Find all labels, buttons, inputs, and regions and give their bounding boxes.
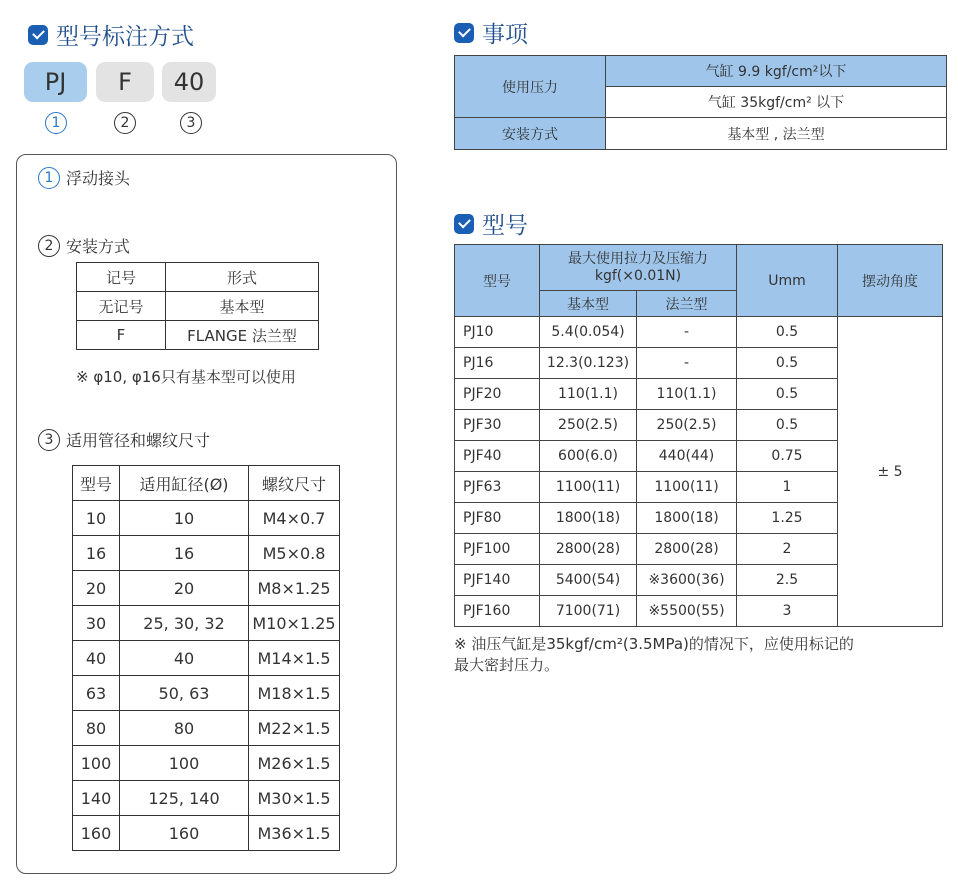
thread-cell: 160 [120, 816, 249, 851]
check-icon [28, 25, 48, 45]
pressure-value-2: 气缸 35kgf/cm² 以下 [606, 87, 947, 118]
thread-cell: 100 [73, 746, 120, 781]
model-cell: PJF20 [455, 379, 540, 410]
model-header-flange: 法兰型 [637, 291, 737, 317]
pressure-label: 使用压力 [455, 56, 606, 118]
thread-row [73, 816, 340, 851]
model-header-basic: 基本型 [540, 291, 637, 317]
thread-row [73, 781, 340, 816]
model-cell: 0.5 [737, 348, 838, 379]
thread-cell: 63 [73, 676, 120, 711]
thread-cell: 40 [73, 641, 120, 676]
thread-cell: M30×1.5 [249, 781, 340, 816]
code-num-1: 1 [45, 112, 67, 134]
model-cell: 2800(28) [637, 534, 737, 565]
thread-cell: 16 [73, 536, 120, 571]
thread-header-bore: 适用缸径(Ø) [120, 466, 249, 501]
thread-row [73, 746, 340, 781]
model-cell: 12.3(0.123) [540, 348, 637, 379]
model-cell: PJF80 [455, 503, 540, 534]
mount-value: 基本型 , 法兰型 [606, 118, 947, 150]
model-cell: 0.75 [737, 441, 838, 472]
model-cell: PJF140 [455, 565, 540, 596]
thread-row [73, 571, 340, 606]
code-box-pj: PJ [24, 62, 87, 102]
check-icon [454, 23, 474, 43]
thread-row [73, 711, 340, 746]
model-cell: - [637, 348, 737, 379]
thread-row [73, 641, 340, 676]
model-notation-title [28, 18, 194, 51]
model-header-umm: Umm [737, 245, 838, 317]
model-cell: 1800(18) [637, 503, 737, 534]
floating-joint-heading [38, 166, 130, 189]
pressure-value-1: 气缸 9.9 kgf/cm²以下 [606, 56, 947, 87]
model-cell: PJ16 [455, 348, 540, 379]
thread-cell: M5×0.8 [249, 536, 340, 571]
thread-heading [38, 428, 210, 451]
thread-row [73, 501, 340, 536]
thread-cell: 50, 63 [120, 676, 249, 711]
angle-value: ± 5 [838, 317, 943, 627]
thread-row [73, 606, 340, 641]
code-num-2: 2 [114, 112, 136, 134]
model-notation-title-text: 型号标注方式 [56, 24, 194, 50]
model-cell: 600(6.0) [540, 441, 637, 472]
items-title [454, 16, 528, 49]
model-cell: PJF160 [455, 596, 540, 627]
thread-cell: M26×1.5 [249, 746, 340, 781]
model-cell: ※3600(36) [637, 565, 737, 596]
mounting-heading [38, 234, 130, 257]
thread-cell: 140 [73, 781, 120, 816]
thread-table [72, 465, 340, 851]
model-cell: 1100(11) [540, 472, 637, 503]
thread-cell: 40 [120, 641, 249, 676]
mounting-header-form: 形式 [166, 263, 319, 292]
model-cell: PJF30 [455, 410, 540, 441]
items-table [454, 55, 947, 150]
mount-label: 安装方式 [455, 118, 606, 150]
model-title-text: 型号 [482, 213, 528, 239]
model-table [454, 244, 943, 627]
model-cell: 0.5 [737, 317, 838, 348]
thread-cell: 80 [120, 711, 249, 746]
thread-row [73, 676, 340, 711]
thread-row [73, 536, 340, 571]
model-cell: PJF40 [455, 441, 540, 472]
model-title [454, 207, 528, 240]
num-2-circle: 2 [38, 235, 60, 257]
model-cell: 1800(18) [540, 503, 637, 534]
model-cell: 7100(71) [540, 596, 637, 627]
code-box-f: F [96, 62, 154, 102]
thread-cell: 25, 30, 32 [120, 606, 249, 641]
thread-cell: M8×1.25 [249, 571, 340, 606]
thread-cell: M4×0.7 [249, 501, 340, 536]
model-cell: - [637, 317, 737, 348]
model-cell: PJF63 [455, 472, 540, 503]
mounting-table [76, 262, 319, 350]
model-cell: 110(1.1) [540, 379, 637, 410]
thread-cell: M10×1.25 [249, 606, 340, 641]
model-row [455, 317, 943, 348]
model-cell: 0.5 [737, 410, 838, 441]
thread-cell: 100 [120, 746, 249, 781]
thread-cell: 30 [73, 606, 120, 641]
mounting-label: 安装方式 [66, 237, 131, 256]
thread-cell: M36×1.5 [249, 816, 340, 851]
model-cell: 1.25 [737, 503, 838, 534]
model-cell: 0.5 [737, 379, 838, 410]
model-cell: 110(1.1) [637, 379, 737, 410]
model-cell: 5.4(0.054) [540, 317, 637, 348]
model-cell: 250(2.5) [540, 410, 637, 441]
thread-cell: M18×1.5 [249, 676, 340, 711]
num-3-circle: 3 [38, 429, 60, 451]
model-cell: 3 [737, 596, 838, 627]
thread-cell: 80 [73, 711, 120, 746]
mounting-header-symbol: 记号 [77, 263, 166, 292]
mounting-cell: 基本型 [166, 292, 319, 321]
mounting-cell: 无记号 [77, 292, 166, 321]
model-cell: 440(44) [637, 441, 737, 472]
thread-cell: 20 [120, 571, 249, 606]
thread-label: 适用管径和螺纹尺寸 [66, 431, 211, 450]
thread-cell: 16 [120, 536, 249, 571]
floating-joint-label: 浮动接头 [66, 169, 131, 188]
model-cell: 2800(28) [540, 534, 637, 565]
num-1-circle: 1 [38, 167, 60, 189]
model-header-force: 最大使用拉力及压缩力 kgf(×0.01N) [540, 245, 737, 291]
mounting-cell: F [77, 321, 166, 350]
code-num-3: 3 [180, 112, 202, 134]
thread-cell: 160 [73, 816, 120, 851]
model-cell: PJ10 [455, 317, 540, 348]
model-cell: 2 [737, 534, 838, 565]
model-cell: PJF100 [455, 534, 540, 565]
thread-cell: 10 [73, 501, 120, 536]
mounting-note: ※ φ10, φ16只有基本型可以使用 [76, 368, 296, 386]
model-header-model: 型号 [455, 245, 540, 317]
thread-header-model: 型号 [73, 466, 120, 501]
model-header-angle: 摆动角度 [838, 245, 943, 317]
model-cell: 250(2.5) [637, 410, 737, 441]
mounting-cell: FLANGE 法兰型 [166, 321, 319, 350]
items-title-text: 事项 [482, 22, 528, 48]
thread-header-thread: 螺纹尺寸 [249, 466, 340, 501]
model-cell: 2.5 [737, 565, 838, 596]
code-box-40: 40 [162, 62, 216, 102]
thread-cell: 125, 140 [120, 781, 249, 816]
model-cell: 1 [737, 472, 838, 503]
hydraulic-footnote: ※ 油压气缸是35kgf/cm²(3.5MPa)的情况下，应使用标记的 最大密封压力。 [454, 635, 854, 674]
check-icon [454, 214, 474, 234]
thread-cell: M22×1.5 [249, 711, 340, 746]
thread-cell: 20 [73, 571, 120, 606]
thread-cell: M14×1.5 [249, 641, 340, 676]
model-cell: ※5500(55) [637, 596, 737, 627]
thread-cell: 10 [120, 501, 249, 536]
model-cell: 1100(11) [637, 472, 737, 503]
model-cell: 5400(54) [540, 565, 637, 596]
